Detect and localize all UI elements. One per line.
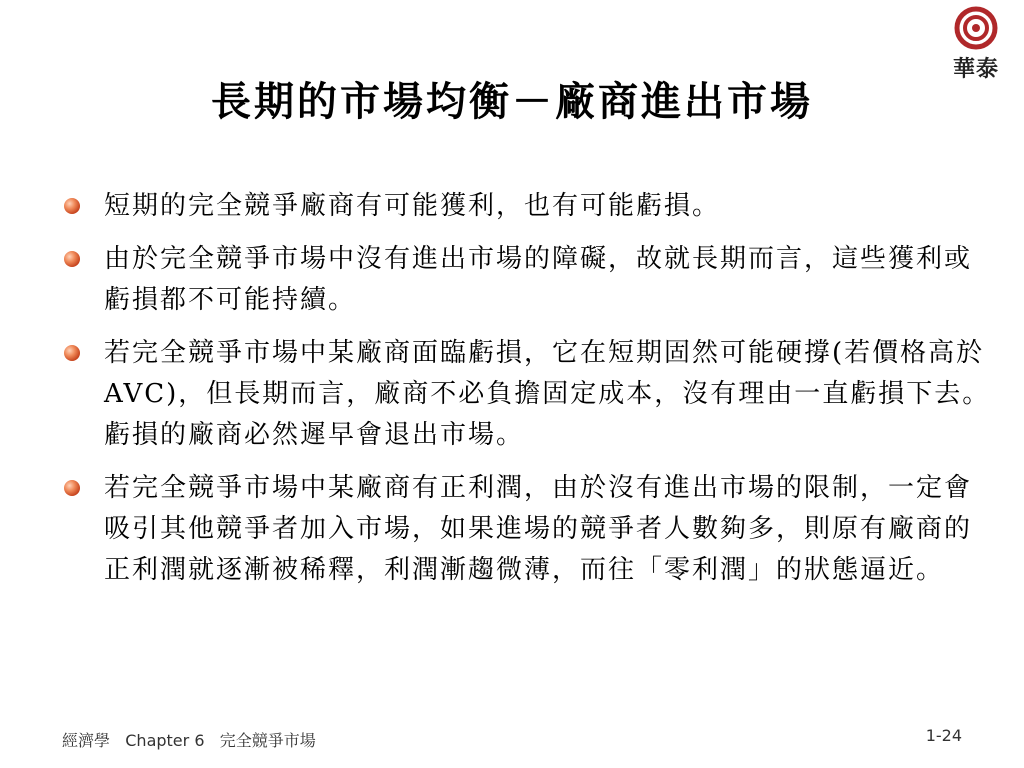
bullet-icon [64, 251, 80, 267]
logo-text: 華泰 [952, 57, 999, 82]
bullet-text: 由於完全競爭市場中沒有進出市場的障礙，故就長期而言，這些獲利或虧損都不可能持續。 [104, 244, 973, 315]
bullet-icon [64, 480, 80, 496]
bullet-text: 若完全競爭市場中某廠商有正利潤，由於沒有進出市場的限制，一定會吸引其他競爭者加入市場，如果進場的競爭者人數夠多，則原有廠商的正利潤就逐漸被稀釋，利潤漸趨微薄，而往「零利潤」的狀態逼近。 [104, 473, 973, 585]
footer-course-label: 經濟學 Chapter 6 完全競爭市場 [62, 731, 316, 750]
bullet-icon [64, 345, 80, 361]
bullet-text: 短期的完全競爭廠商有可能獲利，也有可能虧損。 [104, 191, 721, 221]
bullet-list [64, 186, 994, 603]
logo-ring-icon [954, 6, 998, 50]
bullet-item [64, 468, 994, 591]
page-number: 1-24 [925, 726, 962, 745]
bullet-item [64, 186, 994, 227]
bullet-icon [64, 198, 80, 214]
slide-title: 長期的市場均衡－廠商進出市場 [211, 78, 813, 125]
bullet-item [64, 333, 994, 456]
bullet-item [64, 239, 994, 321]
bullet-text: 若完全競爭市場中某廠商面臨虧損，它在短期固然可能硬撐(若價格高於 AVC)，但長期而言，廠商不必負擔固定成本，沒有理由一直虧損下去。虧損的廠商必然遲早會退出市場。 [104, 338, 991, 450]
